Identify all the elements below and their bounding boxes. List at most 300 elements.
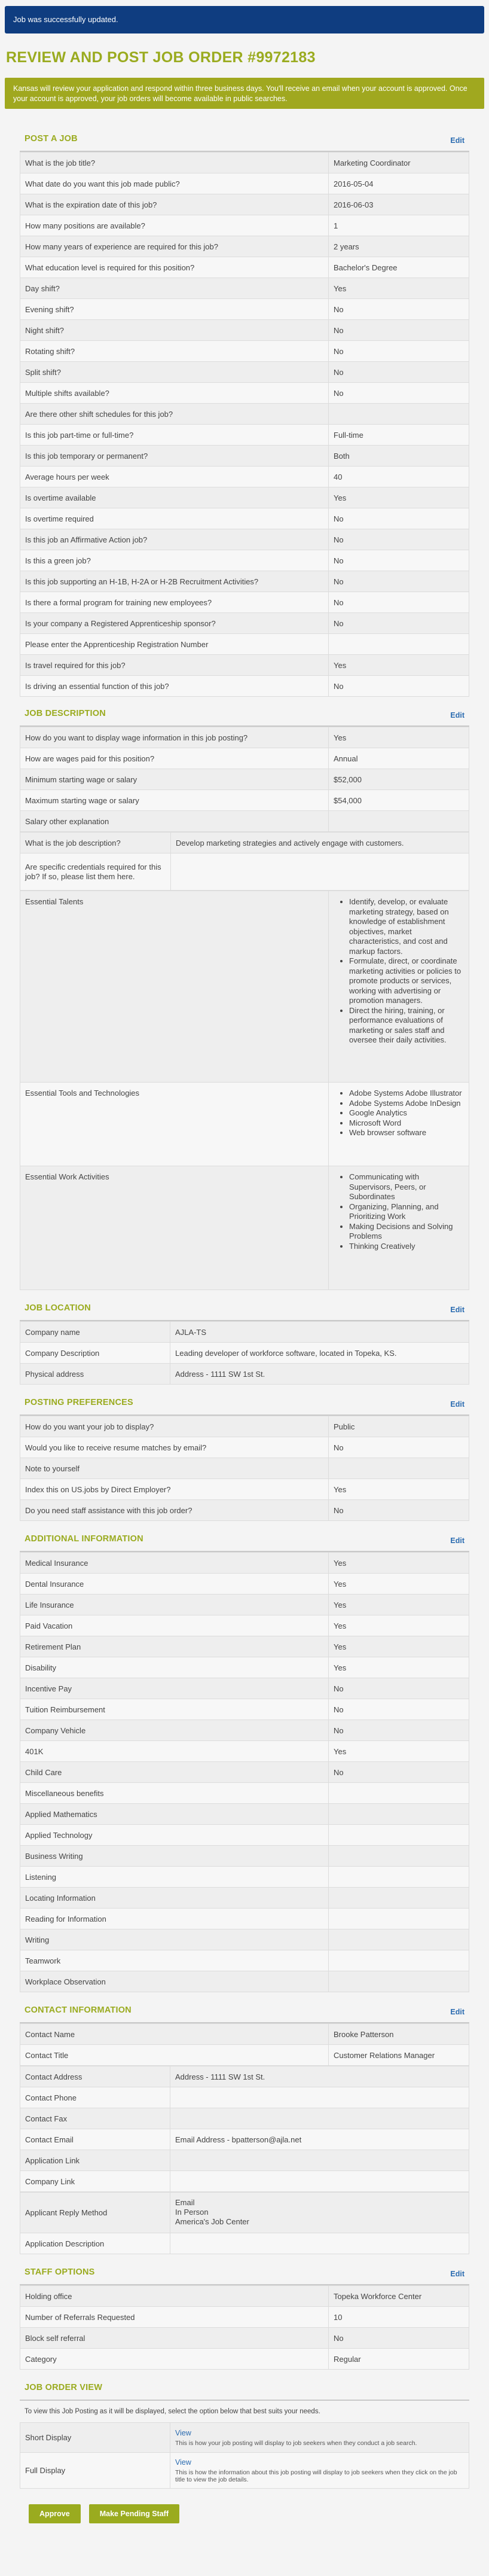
row-value: No (329, 1720, 469, 1741)
table-row (20, 1437, 469, 1458)
contact-info-section (20, 1998, 469, 2254)
table-row (20, 173, 469, 194)
row-value: No (329, 2328, 469, 2349)
row-value (329, 1971, 469, 1992)
edit-job-description-link[interactable]: Edit (450, 711, 464, 720)
row-value: No (329, 571, 469, 592)
post-job-table (20, 152, 469, 697)
table-row (20, 1458, 469, 1479)
row-label: Applicant Reply Method (20, 2193, 170, 2233)
table-row (20, 613, 469, 634)
table-row (20, 1741, 469, 1762)
row-label: Number of Referrals Requested (20, 2307, 329, 2328)
view-table (20, 2422, 469, 2489)
row-value: Yes (329, 1741, 469, 1762)
row-value: Marketing Coordinator (329, 153, 469, 173)
row-label: Teamwork (20, 1950, 329, 1971)
edit-post-job-link[interactable]: Edit (450, 136, 464, 145)
row-label: Application Link (20, 2150, 170, 2171)
table-row (20, 2066, 469, 2087)
table-row (20, 1720, 469, 1741)
row-label: What date do you want this job made public? (20, 173, 329, 194)
short-display-view-link[interactable]: View (175, 2428, 191, 2437)
table-row (20, 2286, 469, 2307)
row-label: Block self referral (20, 2328, 329, 2349)
row-value: No (329, 1762, 469, 1783)
table-row (20, 1950, 469, 1971)
row-label: Index this on US.jobs by Direct Employer? (20, 1479, 329, 1500)
table-row (20, 1083, 469, 1166)
row-label: Medical Insurance (20, 1553, 329, 1574)
table-row (20, 320, 469, 341)
row-label: Evening shift? (20, 299, 329, 320)
list-item: • Direct the hiring, training, or performance evaluations of marketing or sales staff and oversee their daily activities. (349, 1006, 464, 1045)
row-label: Are specific credentials required for this job? If so, please list them here. (20, 853, 171, 891)
table-row (20, 467, 469, 487)
row-label: Is this a green job? (20, 550, 329, 571)
row-value (329, 634, 469, 655)
row-label: Night shift? (20, 320, 329, 341)
row-label: What is the job description? (20, 833, 171, 853)
row-label: Category (20, 2349, 329, 2370)
contact-detail-table (20, 2066, 469, 2192)
job-description-section (20, 702, 469, 1290)
row-label: Essential Talents (20, 891, 329, 1083)
row-value: No (329, 383, 469, 404)
row-value: Full-time (329, 425, 469, 446)
table-row (20, 383, 469, 404)
table-row (20, 404, 469, 425)
row-label: 401K (20, 1741, 329, 1762)
list-item: • Adobe Systems Adobe Illustrator (349, 1089, 464, 1099)
table-row (20, 1574, 469, 1595)
row-value (170, 2193, 469, 2233)
row-label: Applied Technology (20, 1825, 329, 1846)
row-value: Annual (329, 748, 469, 769)
table-row (20, 236, 469, 257)
table-row (20, 362, 469, 383)
row-value: Yes (329, 1574, 469, 1595)
row-value (171, 853, 469, 891)
table-row (20, 2328, 469, 2349)
row-value: Yes (329, 655, 469, 676)
row-value (329, 1166, 469, 1290)
row-label: Life Insurance (20, 1595, 329, 1615)
row-label: Short Display (20, 2423, 170, 2453)
row-value: No (329, 1500, 469, 1521)
row-value: 40 (329, 467, 469, 487)
row-label: Is this job an Affirmative Action job? (20, 529, 329, 550)
table-row (20, 1343, 469, 1364)
row-value (329, 1867, 469, 1888)
row-label: Full Display (20, 2453, 170, 2489)
section-title: JOB DESCRIPTION (25, 709, 106, 718)
row-value (329, 811, 469, 832)
row-value: 2016-06-03 (329, 194, 469, 215)
approval-notice: Kansas will review your application and respond within three business days. You'll receive an email when your account is approved. Once your account is approved, your job orders will become available in public searches. (5, 78, 484, 109)
row-label: Contact Fax (20, 2108, 170, 2129)
table-row (20, 1322, 469, 1343)
list-item: • Google Analytics (349, 1108, 464, 1118)
row-value: Both (329, 446, 469, 467)
row-value: No (329, 320, 469, 341)
row-label: Would you like to receive resume matches by email? (20, 1437, 329, 1458)
table-row (20, 2233, 469, 2254)
row-label: Child Care (20, 1762, 329, 1783)
row-value (329, 1888, 469, 1909)
action-buttons (29, 2504, 484, 2523)
table-row (20, 634, 469, 655)
table-row (20, 1825, 469, 1846)
row-value: No (329, 1699, 469, 1720)
section-title: JOB ORDER VIEW (25, 2383, 103, 2392)
row-label: Is there a formal program for training new employees? (20, 592, 329, 613)
table-row (20, 1929, 469, 1950)
row-label: Maximum starting wage or salary (20, 790, 329, 811)
row-value: $52,000 (329, 769, 469, 790)
row-label: How are wages paid for this position? (20, 748, 329, 769)
table-row (20, 790, 469, 811)
wage-table (20, 727, 469, 832)
table-row (20, 341, 469, 362)
make-pending-staff-button[interactable]: Make Pending Staff (89, 2504, 179, 2523)
row-label: Essential Work Activities (20, 1166, 329, 1290)
row-label: Dental Insurance (20, 1574, 329, 1595)
row-value (329, 1804, 469, 1825)
row-label: Incentive Pay (20, 1678, 329, 1699)
table-row (20, 550, 469, 571)
row-value: No (329, 1437, 469, 1458)
table-row (20, 727, 469, 748)
table-row (20, 1500, 469, 1521)
edit-contact-info-link[interactable]: Edit (450, 2008, 464, 2016)
table-row (20, 487, 469, 508)
section-title: POST A JOB (25, 134, 78, 144)
full-display-view-link[interactable]: View (175, 2458, 191, 2467)
row-label: What is the expiration date of this job? (20, 194, 329, 215)
row-label: Application Description (20, 2233, 170, 2254)
row-value: No (329, 508, 469, 529)
row-value (329, 1458, 469, 1479)
row-value (329, 1950, 469, 1971)
row-value: Yes (329, 1657, 469, 1678)
list-item: • Communicating with Supervisors, Peers, or Subordinates (349, 1172, 464, 1202)
location-table (20, 1321, 469, 1385)
table-row (20, 2045, 469, 2066)
description-table (20, 832, 469, 891)
row-label: Is overtime required (20, 508, 329, 529)
row-label: Contact Name (20, 2024, 329, 2045)
job-location-section (20, 1296, 469, 1385)
row-value: Brooke Patterson (329, 2024, 469, 2045)
edit-staff-options-link[interactable]: Edit (450, 2270, 464, 2278)
row-label: Do you need staff assistance with this job order? (20, 1500, 329, 1521)
list-item: • Thinking Creatively (349, 1242, 464, 1252)
contact-method-table (20, 2192, 469, 2254)
table-row (20, 592, 469, 613)
table-row (20, 655, 469, 676)
reply-method: In Person (175, 2208, 209, 2217)
row-value: Yes (329, 278, 469, 299)
row-value: Email Address - bpatterson@ajla.net (170, 2129, 469, 2150)
row-value: Customer Relations Manager (329, 2045, 469, 2066)
table-row (20, 194, 469, 215)
section-title: ADDITIONAL INFORMATION (25, 1534, 143, 1544)
row-value (329, 891, 469, 1083)
table-row (20, 529, 469, 550)
table-row (20, 2453, 469, 2489)
row-label: What education level is required for this position? (20, 257, 329, 278)
post-job-section (20, 127, 469, 697)
edit-job-location-link[interactable]: Edit (450, 1306, 464, 1314)
row-value (170, 2171, 469, 2192)
section-title: JOB LOCATION (25, 1303, 91, 1313)
row-label: Company Link (20, 2171, 170, 2192)
job-order-view-section (20, 2376, 469, 2489)
table-row (20, 748, 469, 769)
row-value: Yes (329, 727, 469, 748)
row-value (170, 2423, 469, 2453)
row-value: Develop marketing strategies and actively engage with customers. (171, 833, 469, 853)
row-value (329, 1929, 469, 1950)
row-label: Retirement Plan (20, 1636, 329, 1657)
row-label: Minimum starting wage or salary (20, 769, 329, 790)
row-value (329, 1846, 469, 1867)
table-row (20, 425, 469, 446)
row-label: Rotating shift? (20, 341, 329, 362)
table-row (20, 2307, 469, 2328)
view-intro: To view this Job Posting as it will be displayed, select the option below that best suits your needs. (25, 2408, 320, 2415)
row-value: No (329, 1678, 469, 1699)
row-label: Contact Email (20, 2129, 170, 2150)
row-label: What is the job title? (20, 153, 329, 173)
row-value: Topeka Workforce Center (329, 2286, 469, 2307)
row-value: No (329, 676, 469, 697)
row-label: Miscellaneous benefits (20, 1783, 329, 1804)
row-value: 2 years (329, 236, 469, 257)
row-value (329, 1083, 469, 1166)
list-item: • Microsoft Word (349, 1118, 464, 1129)
row-value: Yes (329, 487, 469, 508)
row-label: Reading for Information (20, 1909, 329, 1929)
edit-posting-preferences-link[interactable]: Edit (450, 1400, 464, 1409)
table-row (20, 2150, 469, 2171)
row-label: Multiple shifts available? (20, 383, 329, 404)
table-row (20, 1364, 469, 1385)
page-title: REVIEW AND POST JOB ORDER #9972183 (6, 49, 316, 66)
table-row (20, 811, 469, 832)
row-value: No (329, 550, 469, 571)
table-row (20, 1971, 469, 1992)
table-row (20, 2193, 469, 2233)
list-item: • Identify, develop, or evaluate marketing strategy, based on knowledge of establishment objectives, market characteristics, and cost and markup factors. (349, 897, 464, 956)
row-value: Regular (329, 2349, 469, 2370)
table-row (20, 1615, 469, 1636)
table-row (20, 1699, 469, 1720)
posting-preferences-section (20, 1391, 469, 1521)
approve-button[interactable]: Approve (29, 2504, 81, 2523)
list-item: • Web browser software (349, 1128, 464, 1138)
table-row (20, 2024, 469, 2045)
row-label: Company Description (20, 1343, 170, 1364)
table-row (20, 1636, 469, 1657)
row-value: No (329, 299, 469, 320)
row-label: Salary other explanation (20, 811, 329, 832)
row-value (170, 2108, 469, 2129)
row-label: Company name (20, 1322, 170, 1343)
row-value: Yes (329, 1636, 469, 1657)
row-value: No (329, 362, 469, 383)
row-value: Yes (329, 1595, 469, 1615)
row-label: Applied Mathematics (20, 1804, 329, 1825)
table-row (20, 1678, 469, 1699)
row-label: Essential Tools and Technologies (20, 1083, 329, 1166)
table-row (20, 1553, 469, 1574)
row-label: Is this job supporting an H-1B, H-2A or H-2B Recruitment Activities? (20, 571, 329, 592)
table-row (20, 1909, 469, 1929)
row-label: Is overtime available (20, 487, 329, 508)
row-label: Tuition Reimbursement (20, 1699, 329, 1720)
row-value: No (329, 341, 469, 362)
table-row (20, 446, 469, 467)
row-value: Address - 1111 SW 1st St. (170, 1364, 469, 1385)
row-label: Disability (20, 1657, 329, 1678)
row-value: $54,000 (329, 790, 469, 811)
edit-additional-info-link[interactable]: Edit (450, 1537, 464, 1545)
table-row (20, 508, 469, 529)
table-row (20, 278, 469, 299)
row-value (329, 1783, 469, 1804)
table-row (20, 2171, 469, 2192)
table-row (20, 1846, 469, 1867)
row-label: Average hours per week (20, 467, 329, 487)
row-label: How do you want your job to display? (20, 1416, 329, 1437)
row-label: How many positions are available? (20, 215, 329, 236)
row-value: Leading developer of workforce software, located in Topeka, KS. (170, 1343, 469, 1364)
row-label: Split shift? (20, 362, 329, 383)
row-value: 10 (329, 2307, 469, 2328)
row-label: Day shift? (20, 278, 329, 299)
row-label: Is driving an essential function of this job? (20, 676, 329, 697)
row-value (329, 1909, 469, 1929)
short-display-desc: This is how your job posting will display to job seekers when they conduct a job search. (175, 2439, 417, 2447)
table-row (20, 2087, 469, 2108)
row-value: Public (329, 1416, 469, 1437)
row-value (329, 1825, 469, 1846)
row-label: Paid Vacation (20, 1615, 329, 1636)
list-item: • Adobe Systems Adobe InDesign (349, 1099, 464, 1109)
row-value (170, 2453, 469, 2489)
section-title: CONTACT INFORMATION (25, 2005, 132, 2015)
row-value: Yes (329, 1553, 469, 1574)
row-label: Locating Information (20, 1888, 329, 1909)
table-row (20, 676, 469, 697)
table-row (20, 1479, 469, 1500)
row-value (170, 2150, 469, 2171)
table-row (20, 853, 469, 891)
table-row (20, 1595, 469, 1615)
table-row (20, 769, 469, 790)
row-value: 2016-05-04 (329, 173, 469, 194)
table-row (20, 1166, 469, 1290)
table-row (20, 1762, 469, 1783)
work-activities-list (349, 1172, 464, 1251)
table-row (20, 571, 469, 592)
contact-name-table (20, 2023, 469, 2066)
row-label: Listening (20, 1867, 329, 1888)
table-row (20, 2423, 469, 2453)
row-value: No (329, 613, 469, 634)
row-value (170, 2087, 469, 2108)
table-row (20, 1783, 469, 1804)
row-label: Contact Title (20, 2045, 329, 2066)
table-row (20, 2349, 469, 2370)
table-row (20, 1888, 469, 1909)
staff-table (20, 2285, 469, 2370)
table-row (20, 257, 469, 278)
table-row (20, 1804, 469, 1825)
table-row (20, 299, 469, 320)
row-value: Bachelor's Degree (329, 257, 469, 278)
row-value (170, 2233, 469, 2254)
row-label: Writing (20, 1929, 329, 1950)
additional-info-section (20, 1527, 469, 1992)
additional-table (20, 1552, 469, 1992)
reply-method: America's Job Center (175, 2217, 249, 2226)
table-row (20, 1867, 469, 1888)
list-item: • Organizing, Planning, and Prioritizing Work (349, 1202, 464, 1222)
row-label: Contact Address (20, 2066, 170, 2087)
row-value: No (329, 592, 469, 613)
row-label: Business Writing (20, 1846, 329, 1867)
talents-list (349, 897, 464, 1045)
row-label: Note to yourself (20, 1458, 329, 1479)
row-label: Are there other shift schedules for this job? (20, 404, 329, 425)
row-value: 1 (329, 215, 469, 236)
table-row (20, 2108, 469, 2129)
list-item: • Formulate, direct, or coordinate marketing activities or policies to promote products or services, working with advertising or promotion managers. (349, 956, 464, 1006)
row-label: How do you want to display wage information in this job posting? (20, 727, 329, 748)
row-label: How many years of experience are required for this job? (20, 236, 329, 257)
row-value (329, 404, 469, 425)
essentials-table (20, 891, 469, 1290)
success-alert: Job was successfully updated. (5, 6, 484, 33)
tools-list (349, 1089, 464, 1138)
row-label: Holding office (20, 2286, 329, 2307)
row-label: Physical address (20, 1364, 170, 1385)
row-value: AJLA-TS (170, 1322, 469, 1343)
table-row (20, 1416, 469, 1437)
section-title: STAFF OPTIONS (25, 2267, 95, 2277)
row-label: Workplace Observation (20, 1971, 329, 1992)
row-label: Is this job temporary or permanent? (20, 446, 329, 467)
row-value: Address - 1111 SW 1st St. (170, 2066, 469, 2087)
row-value: Yes (329, 1479, 469, 1500)
staff-options-section (20, 2260, 469, 2370)
table-row (20, 153, 469, 173)
reply-method: Email (175, 2198, 195, 2207)
row-label: Is your company a Registered Apprenticeship sponsor? (20, 613, 329, 634)
table-row (20, 891, 469, 1083)
row-label: Is travel required for this job? (20, 655, 329, 676)
list-item: • Making Decisions and Solving Problems (349, 1222, 464, 1242)
row-label: Please enter the Apprenticeship Registration Number (20, 634, 329, 655)
posting-table (20, 1416, 469, 1521)
row-value: No (329, 529, 469, 550)
row-label: Is this job part-time or full-time? (20, 425, 329, 446)
row-label: Contact Phone (20, 2087, 170, 2108)
section-title: POSTING PREFERENCES (25, 1398, 133, 1407)
